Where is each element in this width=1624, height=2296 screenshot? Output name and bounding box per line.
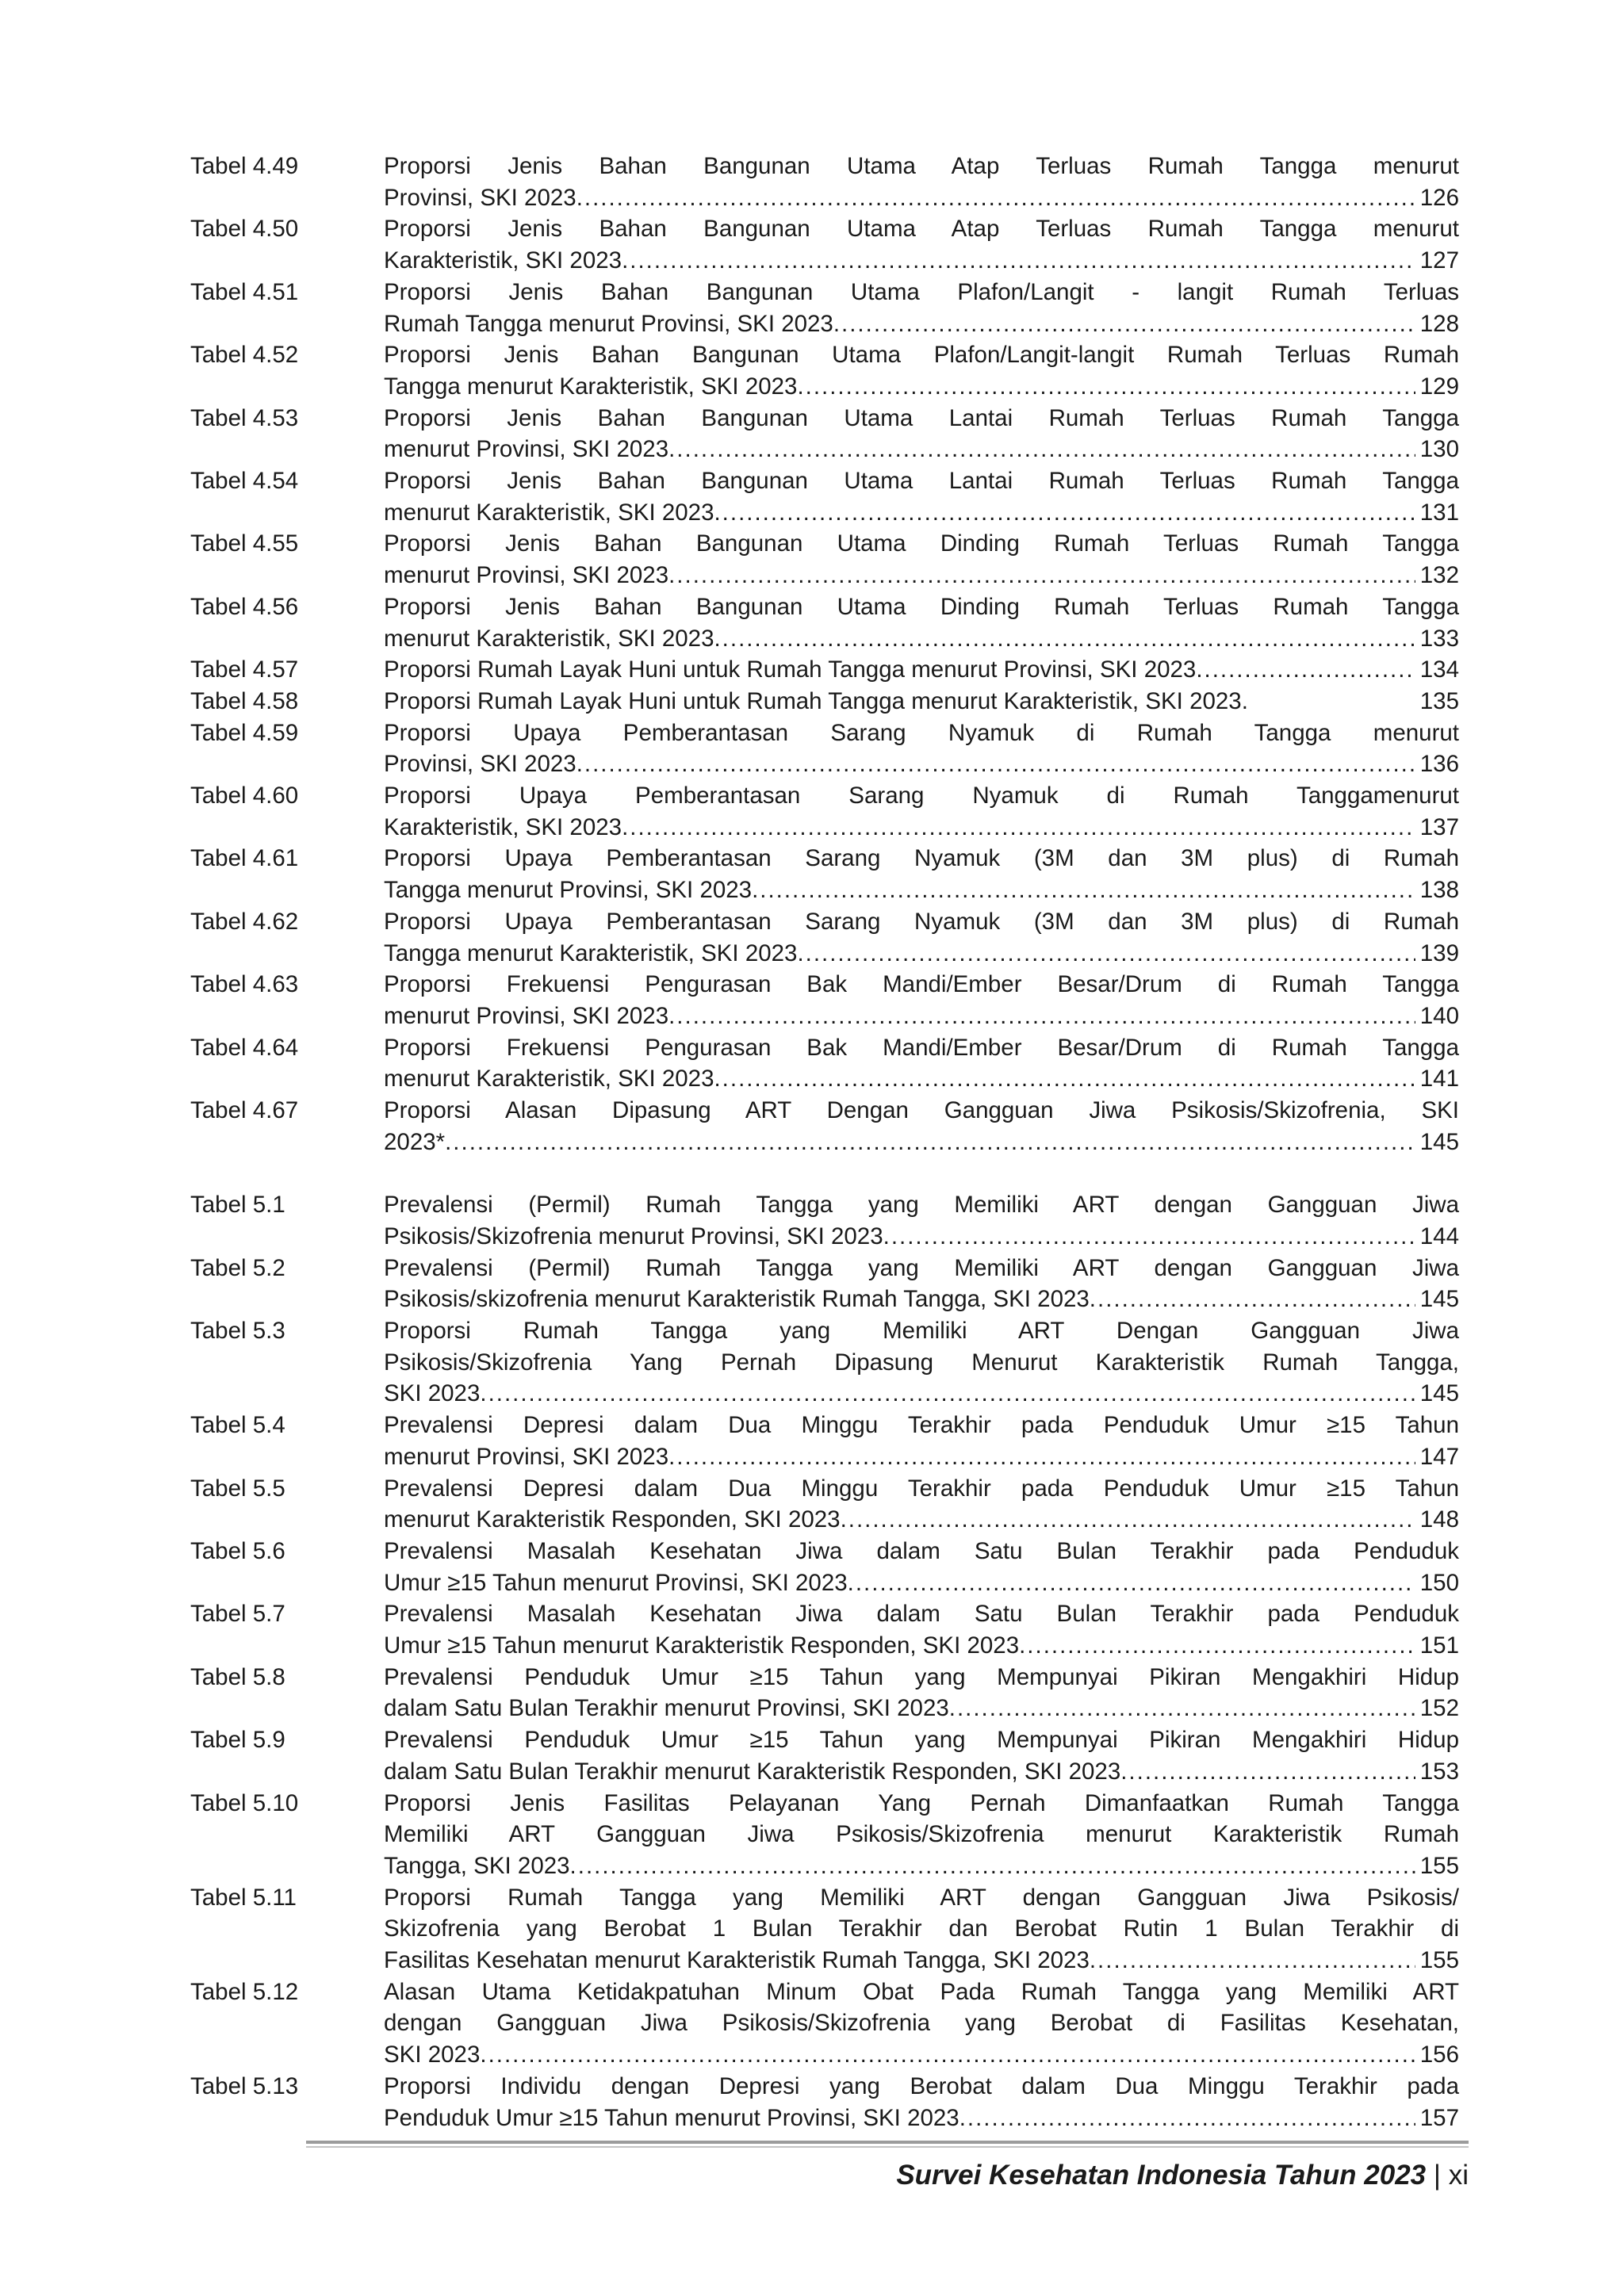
toc-entry[interactable] [190, 1189, 1459, 1252]
toc-entry-title-line: Penduduk Umur ≥15 Tahun menurut Provinsi, SKI 2023 [384, 2104, 959, 2131]
toc-entry-page: 131 [1419, 499, 1459, 526]
toc-entry-label: Tabel 4.61 [190, 845, 299, 872]
toc-entry-title-line: Provinsi, SKI 2023 [384, 184, 576, 211]
toc-entry-title-line: Proporsi Rumah Layak Huni untuk Rumah Tangga menurut Provinsi, SKI 2023 [384, 656, 1197, 683]
dot-leader [833, 308, 1415, 340]
toc-entry-title-line: Umur ≥15 Tahun menurut Provinsi, SKI 2023 [384, 1569, 848, 1596]
toc-entry-title-line: menurut Provinsi, SKI 2023 [384, 436, 669, 463]
toc-entry[interactable] [190, 1410, 1459, 1472]
toc-entry-page: 135 [1419, 687, 1459, 714]
toc-entry[interactable] [190, 528, 1459, 591]
toc-entry-page: 128 [1419, 310, 1459, 337]
toc-entry-title-line: Proporsi Upaya Pemberantasan Sarang Nyamuk (3M dan 3M plus) di Rumah [384, 908, 1459, 935]
toc-entry[interactable] [190, 1536, 1459, 1598]
toc-entry[interactable] [190, 1473, 1459, 1536]
toc-entry-label: Tabel 4.52 [190, 342, 299, 369]
toc-entry-label: Tabel 5.13 [190, 2072, 299, 2099]
toc-entry-title [384, 528, 1459, 591]
dot-leader [480, 1378, 1415, 1410]
dot-leader [668, 434, 1415, 465]
toc-entry-title [384, 591, 1459, 654]
toc-entry-title-line: Proporsi Frekuensi Pengurasan Bak Mandi/Ember Besar/Drum di Rumah Tangga [384, 1034, 1459, 1061]
toc-entry-label: Tabel 4.56 [190, 593, 299, 620]
toc-entry-page: 145 [1419, 1380, 1459, 1407]
toc-entry-title [384, 1724, 1459, 1787]
dot-leader [949, 1693, 1415, 1724]
dot-leader [570, 1850, 1415, 1882]
toc-entry-title-line: Rumah Tangga menurut Provinsi, SKI 2023 [384, 310, 833, 337]
toc-entry-label: Tabel 5.8 [190, 1663, 285, 1690]
dot-leader [797, 371, 1415, 403]
toc-entry[interactable] [190, 780, 1459, 843]
toc-entry-title [384, 1976, 1459, 2071]
toc-entry-title [384, 1410, 1459, 1472]
toc-entry[interactable] [190, 339, 1459, 402]
dot-leader [480, 2039, 1415, 2071]
toc-entry-label: Tabel 5.9 [190, 1727, 285, 1754]
toc-entry-title [384, 339, 1459, 402]
toc-entry-title-line: Proporsi Jenis Fasilitas Pelayanan Yang Pernah Dimanfaatkan Rumah Tangga [384, 1789, 1459, 1816]
toc-entry-page: 139 [1419, 939, 1459, 966]
toc-entry[interactable] [190, 1598, 1459, 1661]
toc-entry-title-line: Prevalensi Depresi dalam Dua Minggu Terakhir pada Penduduk Umur ≥15 Tahun [384, 1412, 1459, 1439]
toc-entry-title-line: Proporsi Upaya Pemberantasan Sarang Nyamuk di Rumah Tangga menurut [384, 719, 1459, 746]
toc-entry-title-line: menurut Karakteristik, SKI 2023 [384, 499, 714, 526]
toc-entry-title-line: Proporsi Jenis Bahan Bangunan Utama Plafon/Langit-langit Rumah Terluas Rumah [384, 342, 1459, 369]
toc-entry-title-line: menurut Provinsi, SKI 2023 [384, 1443, 669, 1470]
toc-entry-label: Tabel 4.53 [190, 404, 299, 431]
toc-entry-title-line: Proporsi Jenis Bahan Bangunan Utama Lantai Rumah Terluas Rumah Tangga [384, 468, 1459, 495]
dot-leader [1120, 1756, 1415, 1788]
toc-entry[interactable] [190, 403, 1459, 465]
toc-entry[interactable] [190, 1788, 1459, 1882]
toc-entry-label: Tabel 5.10 [190, 1789, 299, 1816]
toc-entry-page: 141 [1419, 1066, 1459, 1093]
toc-entry-title-line: Proporsi Rumah Tangga yang Memiliki ART Dengan Gangguan Jiwa [384, 1318, 1459, 1344]
toc-entry-title-line: Karakteristik, SKI 2023 [384, 247, 622, 274]
toc-entry-title-line: Proporsi Jenis Bahan Bangunan Utama Lantai Rumah Terluas Rumah Tangga [384, 404, 1459, 431]
toc-entry-label: Tabel 5.7 [190, 1601, 285, 1628]
toc-entry-title-line: Fasilitas Kesehatan menurut Karakteristik Rumah Tangga, SKI 2023 [384, 1947, 1090, 1974]
toc-entry-page: 157 [1419, 2104, 1459, 2131]
toc-entry-label: Tabel 5.1 [190, 1192, 285, 1219]
toc-entry-label: Tabel 4.63 [190, 971, 299, 998]
toc-entry[interactable] [190, 213, 1459, 276]
toc-entry-title-line: menurut Karakteristik, SKI 2023 [384, 1066, 714, 1093]
toc-entry[interactable] [190, 718, 1459, 780]
dot-leader [848, 1567, 1415, 1599]
toc-entry-title-line: Proporsi Jenis Bahan Bangunan Utama Dinding Rumah Terluas Rumah Tangga [384, 530, 1459, 557]
toc-entry-title-line: Karakteristik, SKI 2023 [384, 813, 622, 840]
toc-entry-page: 155 [1419, 1947, 1459, 1974]
toc-entry-title-line: Proporsi Rumah Layak Huni untuk Rumah Tangga menurut Karakteristik, SKI 2023. [384, 687, 1248, 714]
dot-leader [959, 2103, 1415, 2134]
toc-entry-page: 151 [1419, 1632, 1459, 1659]
toc-entry[interactable] [190, 969, 1459, 1031]
dot-leader [714, 497, 1415, 529]
toc-entry-label: Tabel 4.58 [190, 687, 299, 714]
toc-entry-title [384, 2071, 1459, 2133]
toc-entry-title-line: SKI 2023 [384, 1380, 481, 1407]
footer-separator: | [1433, 2160, 1441, 2191]
toc-entry-title-line: menurut Karakteristik Responden, SKI 2023 [384, 1506, 841, 1533]
dot-leader [1019, 1630, 1415, 1662]
toc-entry-title [384, 1473, 1459, 1536]
footer-rule-thin [306, 2146, 1469, 2148]
toc-entry-title-line: Memiliki ART Gangguan Jiwa Psikosis/Skizofrenia menurut Karakteristik Rumah [384, 1821, 1459, 1848]
toc-entry-title [384, 1315, 1459, 1410]
toc-entry-page: 147 [1419, 1443, 1459, 1470]
footer-rule [306, 2141, 1469, 2144]
toc-entry-title-line: Prevalensi (Permil) Rumah Tangga yang Memiliki ART dengan Gangguan Jiwa [384, 1254, 1459, 1281]
toc-entry-label: Tabel 4.62 [190, 908, 299, 935]
toc-entry-title-line: Skizofrenia yang Berobat 1 Bulan Terakhir dan Berobat Rutin 1 Bulan Terakhir di [384, 1915, 1459, 1942]
toc-entry-title [384, 213, 1459, 276]
toc-entry-title-line: Tangga menurut Karakteristik, SKI 2023 [384, 939, 798, 966]
toc-entry-title [384, 969, 1459, 1031]
toc-entry-title-line: dengan Gangguan Jiwa Psikosis/Skizofrenia yang Berobat di Fasilitas Kesehatan, [384, 2010, 1459, 2037]
toc-entry-label: Tabel 5.5 [190, 1475, 285, 1502]
dot-leader [714, 1063, 1415, 1095]
toc-entry-page: 127 [1419, 247, 1459, 274]
dot-leader [576, 748, 1415, 780]
toc-entry-label: Tabel 4.50 [190, 216, 299, 243]
toc-entry-title-line: Psikosis/skizofrenia menurut Karakteristik Rumah Tangga, SKI 2023 [384, 1286, 1090, 1313]
toc-entry-title-line: dalam Satu Bulan Terakhir menurut Karakteristik Responden, SKI 2023 [384, 1758, 1121, 1785]
toc-entry[interactable] [190, 465, 1459, 528]
toc-entry-page: 145 [1419, 1286, 1459, 1313]
dot-leader [668, 560, 1415, 591]
footer-page-number: xi [1448, 2160, 1469, 2191]
toc-entry[interactable] [190, 277, 1459, 339]
toc-entry-title [384, 277, 1459, 339]
toc-entry[interactable] [190, 1662, 1459, 1724]
toc-entry-label: Tabel 4.54 [190, 468, 299, 495]
toc-entry-title-line: Proporsi Alasan Dipasung ART Dengan Gangguan Jiwa Psikosis/Skizofrenia, SKI [384, 1097, 1459, 1124]
toc-entry-label: Tabel 5.11 [190, 1884, 297, 1911]
toc-entry[interactable] [190, 2071, 1459, 2133]
toc-entry-title-line: Proporsi Individu dengan Depresi yang Berobat dalam Dua Minggu Terakhir pada [384, 2072, 1459, 2099]
toc-entry-page: 136 [1419, 751, 1459, 778]
toc-entry-label: Tabel 4.60 [190, 783, 299, 809]
toc-entry-title [384, 843, 1459, 905]
toc-entry-title-line: Tangga menurut Provinsi, SKI 2023 [384, 877, 753, 904]
dot-leader [714, 623, 1415, 655]
toc-entry-title-line: 2023* [384, 1128, 446, 1155]
page-footer [896, 2158, 1469, 2193]
toc-entry-page: 152 [1419, 1695, 1459, 1722]
dot-leader [1090, 1284, 1415, 1315]
toc-entry-label: Tabel 5.3 [190, 1318, 285, 1344]
footer-title: Survei Kesehatan Indonesia Tahun 2023 [896, 2160, 1427, 2191]
toc-entry[interactable] [190, 1315, 1459, 1410]
toc-entry[interactable] [190, 654, 1459, 686]
toc-entry-title-line: Psikosis/Skizofrenia menurut Provinsi, SKI 2023 [384, 1223, 883, 1249]
dot-leader [752, 874, 1415, 906]
dot-leader [668, 1441, 1415, 1473]
toc-entry-title [384, 1662, 1459, 1724]
toc-entry[interactable] [190, 1253, 1459, 1315]
toc-entry-label: Tabel 4.57 [190, 656, 299, 683]
dot-leader [622, 812, 1415, 844]
toc-entry-page: 140 [1419, 1002, 1459, 1029]
dot-leader [1196, 654, 1415, 686]
toc-entry-page: 133 [1419, 625, 1459, 652]
dot-leader [445, 1127, 1415, 1158]
toc-entry-page: 132 [1419, 562, 1459, 589]
toc-entry-page: 150 [1419, 1569, 1459, 1596]
toc-entry-title-line: menurut Provinsi, SKI 2023 [384, 1002, 669, 1029]
toc-entry-title [384, 1882, 1459, 1976]
toc-entry-page: 155 [1419, 1852, 1459, 1879]
toc-entry-title [384, 465, 1459, 528]
toc-entry-title-line: Proporsi Jenis Bahan Bangunan Utama Atap Terluas Rumah Tangga menurut [384, 216, 1459, 243]
dot-leader [576, 182, 1415, 214]
toc-entry-title-line: dalam Satu Bulan Terakhir menurut Provinsi, SKI 2023 [384, 1695, 949, 1722]
toc-entry-page: 148 [1419, 1506, 1459, 1533]
toc-entry-title [384, 718, 1459, 780]
toc-entry-label: Tabel 4.49 [190, 153, 299, 179]
dot-leader [668, 1001, 1415, 1032]
toc-entry-title [384, 1253, 1459, 1315]
toc-entry-title-line: Prevalensi Masalah Kesehatan Jiwa dalam Satu Bulan Terakhir pada Penduduk [384, 1537, 1459, 1564]
dot-leader [841, 1504, 1415, 1536]
toc-entry[interactable] [190, 843, 1459, 905]
toc-entry-page: 134 [1419, 656, 1459, 683]
toc-entry-label: Tabel 4.55 [190, 530, 299, 557]
toc-entry-page: 145 [1419, 1128, 1459, 1155]
toc-entry-label: Tabel 5.6 [190, 1537, 285, 1564]
toc-entry[interactable] [190, 906, 1459, 969]
toc-entry-title [384, 780, 1459, 843]
toc-entry-title-line: Prevalensi Penduduk Umur ≥15 Tahun yang Mempunyai Pikiran Mengakhiri Hidup [384, 1663, 1459, 1690]
toc-entry-title-line: Prevalensi (Permil) Rumah Tangga yang Memiliki ART dengan Gangguan Jiwa [384, 1192, 1459, 1219]
toc-entry[interactable] [190, 1976, 1459, 2071]
toc-entry-title-line: Proporsi Jenis Bahan Bangunan Utama Plafon/Langit - langit Rumah Terluas [384, 278, 1459, 305]
toc-entry-title [384, 686, 1459, 718]
toc-entry-label: Tabel 5.12 [190, 1978, 299, 2005]
toc-entry-title-line: Prevalensi Depresi dalam Dua Minggu Terakhir pada Penduduk Umur ≥15 Tahun [384, 1475, 1459, 1502]
table-of-tables [190, 151, 1459, 2133]
toc-entry-title-line: Proporsi Upaya Pemberantasan Sarang Nyamuk di Rumah Tanggamenurut [384, 783, 1459, 809]
toc-entry-title-line: Proporsi Rumah Tangga yang Memiliki ART dengan Gangguan Jiwa Psikosis/ [384, 1884, 1459, 1911]
toc-entry-page: 156 [1419, 2042, 1459, 2068]
dot-leader [797, 938, 1415, 970]
toc-entry-title [384, 151, 1459, 213]
toc-entry-title [384, 1598, 1459, 1661]
toc-entry-title [384, 1189, 1459, 1252]
toc-entry-title [384, 1536, 1459, 1598]
toc-entry-title-line: Psikosis/Skizofrenia Yang Pernah Dipasung Menurut Karakteristik Rumah Tangga, [384, 1349, 1459, 1376]
toc-entry-label: Tabel 5.4 [190, 1412, 285, 1439]
toc-entry-title [384, 403, 1459, 465]
toc-entry-title-line: Alasan Utama Ketidakpatuhan Minum Obat Pada Rumah Tangga yang Memiliki ART [384, 1978, 1459, 2005]
toc-entry-title-line: Proporsi Jenis Bahan Bangunan Utama Dinding Rumah Terluas Rumah Tangga [384, 593, 1459, 620]
dot-leader [883, 1221, 1415, 1253]
toc-entry[interactable] [190, 1095, 1459, 1158]
dot-leader [622, 245, 1415, 277]
toc-entry-label: Tabel 4.64 [190, 1034, 299, 1061]
toc-entry[interactable] [190, 591, 1459, 654]
toc-entry-title-line: Provinsi, SKI 2023 [384, 751, 576, 778]
toc-entry-title [384, 906, 1459, 969]
toc-entry-page: 126 [1419, 184, 1459, 211]
toc-entry-title-line: SKI 2023 [384, 2042, 481, 2068]
toc-entry-page: 153 [1419, 1758, 1459, 1785]
toc-entry-page: 144 [1419, 1223, 1459, 1249]
toc-entry-title-line: menurut Karakteristik, SKI 2023 [384, 625, 714, 652]
toc-entry-label: Tabel 5.2 [190, 1254, 285, 1281]
toc-entry[interactable] [190, 1032, 1459, 1095]
dot-leader [1090, 1945, 1415, 1976]
toc-entry-title-line: Proporsi Upaya Pemberantasan Sarang Nyamuk (3M dan 3M plus) di Rumah [384, 845, 1459, 872]
toc-entry[interactable] [190, 686, 1459, 718]
toc-entry-title-line: Proporsi Frekuensi Pengurasan Bak Mandi/Ember Besar/Drum di Rumah Tangga [384, 971, 1459, 998]
toc-entry[interactable] [190, 1724, 1459, 1787]
toc-entry-title-line: Umur ≥15 Tahun menurut Karakteristik Responden, SKI 2023 [384, 1632, 1020, 1659]
toc-entry-title-line: Tangga, SKI 2023 [384, 1852, 570, 1879]
toc-entry-title-line: Proporsi Jenis Bahan Bangunan Utama Atap Terluas Rumah Tangga menurut [384, 153, 1459, 179]
toc-entry-title-line: menurut Provinsi, SKI 2023 [384, 562, 669, 589]
toc-entry[interactable] [190, 151, 1459, 213]
toc-entry-title-line: Prevalensi Penduduk Umur ≥15 Tahun yang Mempunyai Pikiran Mengakhiri Hidup [384, 1727, 1459, 1754]
toc-entry-page: 137 [1419, 813, 1459, 840]
toc-entry-page: 129 [1419, 373, 1459, 400]
toc-entry-title-line: Tangga menurut Karakteristik, SKI 2023 [384, 373, 798, 400]
toc-entry-title [384, 1032, 1459, 1095]
toc-entry-label: Tabel 4.59 [190, 719, 299, 746]
toc-entry-label: Tabel 4.51 [190, 278, 299, 305]
toc-entry-page: 138 [1419, 877, 1459, 904]
toc-entry-title [384, 1095, 1459, 1158]
toc-entry-title [384, 654, 1459, 686]
toc-entry-title-line: Prevalensi Masalah Kesehatan Jiwa dalam Satu Bulan Terakhir pada Penduduk [384, 1601, 1459, 1628]
toc-entry-page: 130 [1419, 436, 1459, 463]
toc-entry-label: Tabel 4.67 [190, 1097, 299, 1124]
toc-entry[interactable] [190, 1882, 1459, 1976]
toc-entry-title [384, 1788, 1459, 1882]
